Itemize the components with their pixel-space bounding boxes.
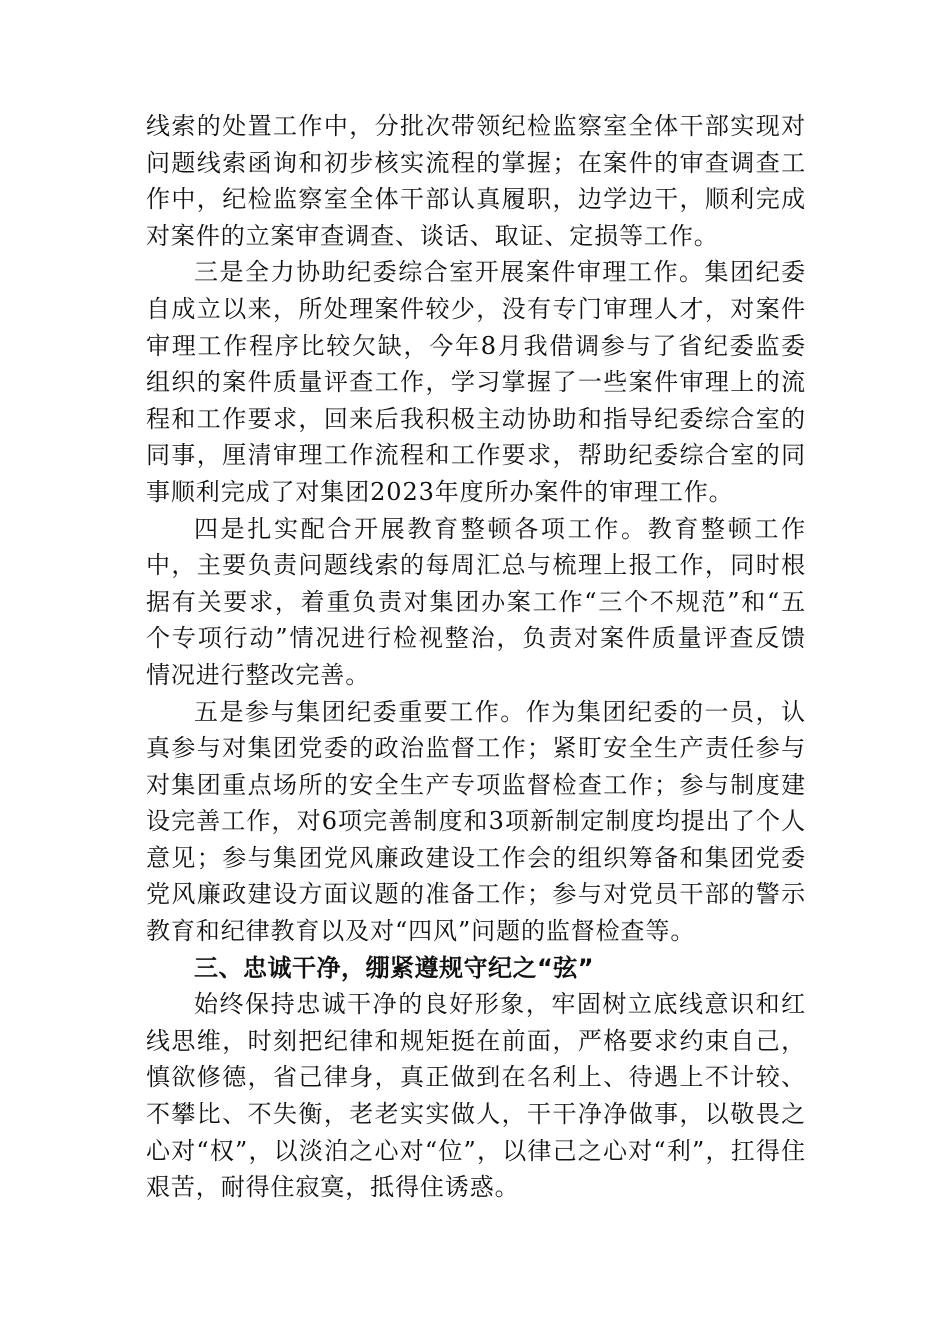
paragraph-case-review: 三是全力协助纪委综合室开展案件审理工作。集团纪委自成立以来，所处理案件较少，没有专门审理人才，对案件审理工作程序比较欠缺，今年8月我借调参与了省纪委监委组织的案件质量评查工作，学习掌握了一些案件审理上的流程和工作要求，回来后我积极主动协助和指导纪委综合室的同事，厘清审理工作流程和工作要求，帮助纪委综合室的同事顺利完成了对集团2023年度所办案件的审理工作。: [146, 258, 806, 506]
paragraph-important-work: 五是参与集团纪委重要工作。作为集团纪委的一员，认真参与对集团党委的政治监督工作；紧盯安全生产责任参与对集团重点场所的安全生产专项监督检查工作；参与制度建设完善工作，对6项完善制度和3项新制定制度均提出了个人意见；参与集团党风廉政建设工作会的组织筹备和集团党委党风廉政建设方面议题的准备工作；参与对党员干部的警示教育和纪律教育以及对“四风”问题的监督检查等。: [146, 697, 806, 946]
paragraph-loyalty-integrity: 始终保持忠诚干净的良好形象，牢固树立底线意识和红线思维，时刻把纪律和规矩挺在前面，严格要求约束自己，慎欲修德，省己律身，真正做到在名利上、待遇上不计较、不攀比、不失衡，老老实实做人，干干净净做事，以敬畏之心对“权”，以淡泊之心对“位”，以律己之心对“利”，扛得住艰苦，耐得住寂寞，抵得住诱惑。: [146, 990, 806, 1202]
paragraph-education-rectification: 四是扎实配合开展教育整顿各项工作。教育整顿工作中，主要负责问题线索的每周汇总与梳理上报工作，同时根据有关要求，着重负责对集团办案工作“三个不规范”和“五个专项行动”情况进行检视整治，负责对案件质量评查反馈情况进行整改完善。: [146, 514, 806, 689]
section-heading-three: 三、忠诚干净，绷紧遵规守纪之“弦”: [194, 953, 595, 982]
paragraph-case-handling: 线索的处置工作中，分批次带领纪检监察室全体干部实现对问题线索函询和初步核实流程的掌握；在案件的审查调查工作中，纪检监察室全体干部认真履职，边学边干，顺利完成对案件的立案审查调查、谈话、取证、定损等工作。: [146, 112, 806, 250]
document-body: [146, 108, 806, 1206]
